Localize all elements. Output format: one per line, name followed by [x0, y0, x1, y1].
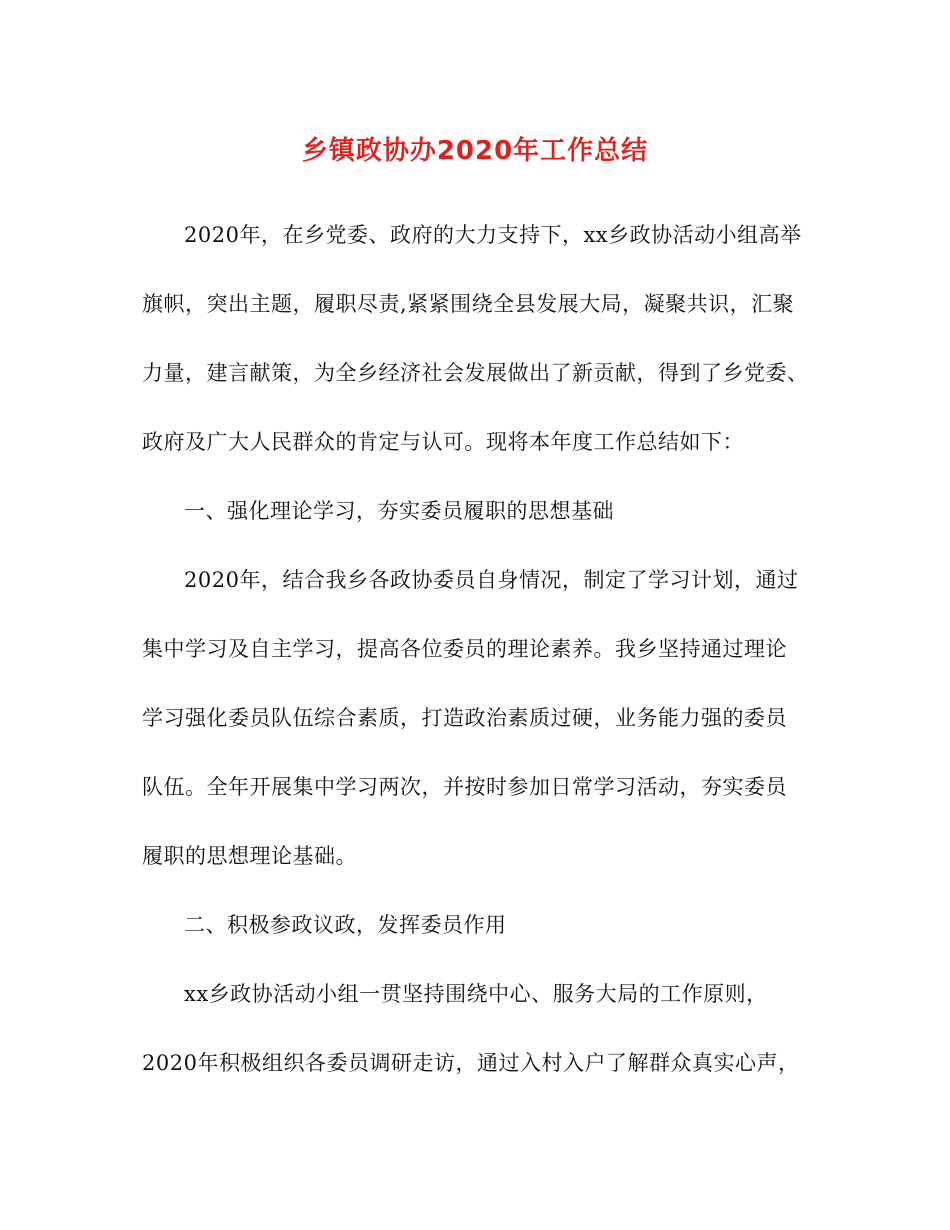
section-heading: 二、积极参政议政，发挥委员作用 [184, 913, 507, 937]
paragraph-line: 2020年，结合我乡各政协委员自身情况，制定了学习计划，通过 [184, 568, 799, 592]
paragraph-line: 队伍。全年开展集中学习两次，并按时参加日常学习活动，夯实委员 [142, 775, 787, 799]
paragraph-line: 旗帜，突出主题，履职尽责,紧紧围绕全县发展大局，凝聚共识，汇聚 [142, 292, 795, 316]
document-title: 乡镇政协办2020年工作总结 [301, 136, 649, 166]
paragraph-line: 力量，建言献策，为全乡经济社会发展做出了新贡献，得到了乡党委、 [142, 361, 809, 385]
paragraph-line: 2020年，在乡党委、政府的大力支持下，xx乡政协活动小组高举 [184, 223, 802, 247]
paragraph-line: 学习强化委员队伍综合素质，打造政治素质过硬，业务能力强的委员 [142, 706, 787, 730]
paragraph-line: 2020年积极组织各委员调研走访，通过入村入户了解群众真实心声， [142, 1051, 800, 1075]
paragraph-line: 集中学习及自主学习，提高各位委员的理论素养。我乡坚持通过理论 [142, 637, 787, 661]
paragraph-line: 履职的思想理论基础。 [142, 844, 357, 868]
paragraph-line: xx乡政协活动小组一贯坚持围绕中心、服务大局的工作原则， [184, 982, 768, 1006]
section-heading: 一、强化理论学习，夯实委员履职的思想基础 [184, 499, 614, 523]
paragraph-line: 政府及广大人民群众的肯定与认可。现将本年度工作总结如下： [142, 430, 744, 454]
